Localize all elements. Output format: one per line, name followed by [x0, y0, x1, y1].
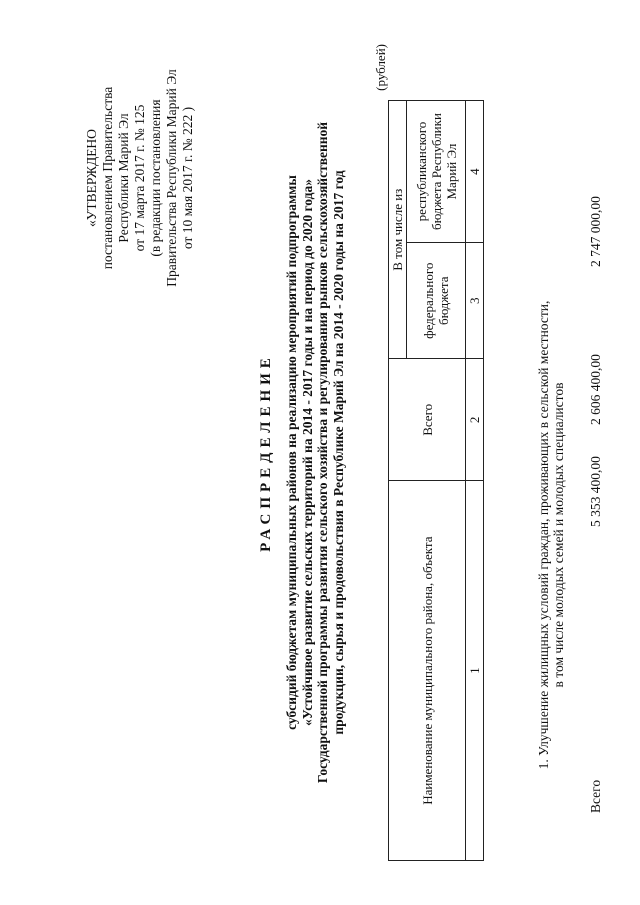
header-republican: республиканского бюджета Республики Марий Эл: [407, 101, 466, 243]
column-number: 1: [466, 481, 484, 861]
approval-line: (в редакции постановления: [148, 99, 163, 257]
section-title-line: 1. Улучшение жилищных условий граждан, проживающих в сельской местности,: [536, 300, 551, 770]
header-including: В том числе из: [389, 101, 407, 359]
column-number: 4: [466, 101, 484, 243]
approval-line: от 10 мая 2017 г. № 222 ): [180, 106, 195, 250]
unit-label: (рублей): [373, 44, 388, 91]
header-federal: федерального бюджета: [407, 243, 466, 359]
total-federal-value: 2 606 400,00: [588, 354, 603, 425]
document-subtitle: [284, 20, 346, 885]
total-republican-value: 2 747 000,00: [588, 196, 603, 267]
header-name: Наименование муниципального района, объекта: [389, 481, 466, 861]
section-title-line: в том числе молодых семей и молодых специалистов: [551, 382, 566, 688]
subtitle-line: субсидий бюджетам муниципальных районов на реализацию мероприятий подпрограммы: [284, 175, 299, 730]
column-number: 3: [466, 243, 484, 359]
column-number: 2: [466, 359, 484, 481]
approval-line: постановлением Правительства: [100, 86, 115, 270]
column-number-row: [466, 101, 484, 861]
header-row: [389, 101, 407, 861]
subtitle-line: Государственной программы развития сельского хозяйства и регулирования рынков сельскохозяйственной: [315, 121, 330, 784]
approval-line: «УТВЕРЖДЕНО: [84, 129, 99, 227]
total-label: Всего: [588, 779, 603, 813]
subtitle-line: продукции, сырья и продовольствия в Республике Марий Эл на 2014 - 2020 годы на 2017 год: [330, 170, 346, 735]
total-value: 5 353 400,00: [588, 456, 603, 527]
approval-stamp: [84, 58, 196, 298]
subtitle-line: «Устойчивое развитие сельских территорий на 2014 - 2017 годы и на период до 2020 года»: [299, 179, 315, 726]
document-title: РАСПРЕДЕЛЕНИЕ: [258, 353, 274, 552]
distribution-table: [388, 100, 484, 861]
approval-line: Республики Марий Эл: [116, 113, 131, 243]
header-total: Всего: [389, 359, 466, 481]
approval-line: Правительства Республики Марий Эл: [164, 69, 179, 287]
approval-line: от 17 марта 2017 г. № 125: [132, 104, 147, 252]
section-title: [536, 255, 566, 815]
